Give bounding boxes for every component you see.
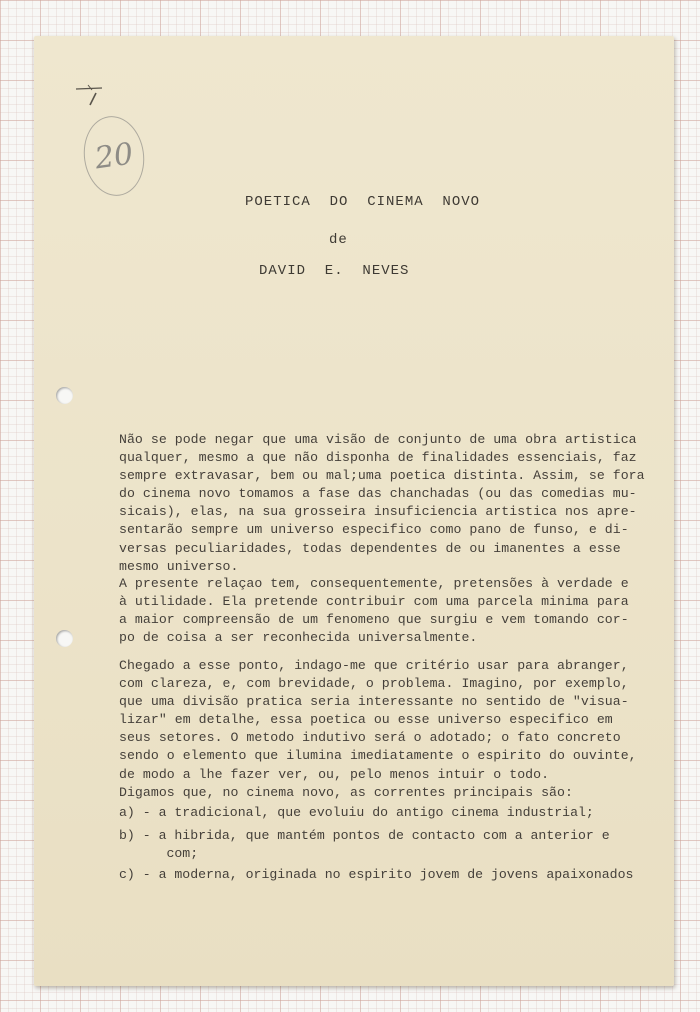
- punch-hole: [56, 630, 73, 647]
- document-title: POETICA DO CINEMA NOVO: [245, 194, 481, 210]
- document-byline-de: de: [329, 232, 348, 248]
- typewritten-page: [34, 36, 674, 986]
- punch-hole: [56, 387, 73, 404]
- document-author: DAVID E. NEVES: [259, 263, 410, 279]
- handwritten-page-number: [79, 112, 150, 200]
- paragraph-2: A presente relaçao tem, consequentemente, pretensões à verdade e à utilidade. Ela pretende contribuir com uma parcela minima para a maior compreensão de um fenomeno que surgiu e vem tomando cor- po de coisa a ser reconhecida universalmente.: [119, 576, 629, 646]
- pencil-tick-mark: [74, 81, 114, 121]
- handwritten-number-text: 20: [92, 136, 136, 176]
- list-item: a) - a tradicional, que evoluiu do antigo cinema industrial;: [119, 805, 594, 820]
- paragraph-1: Não se pode negar que uma visão de conjunto de uma obra artistica qualquer, mesmo a que não disponha de finalidades essenciais, faz sempre extravasar, bem ou mal;uma poetica distinta. Assim, se fora do cinema novo tomamos a fase das chanchadas (ou das comedias mu- sicais), elas, na sua grosseira insuficiencia artistica nos apre- sentarão sempre um universo especifico como pano de funso, e di- versas peculiaridades, todas dependentes de ou imanentes a esse mesmo universo.: [119, 432, 645, 574]
- paragraph-3: Chegado a esse ponto, indago-me que critério usar para abranger, com clareza, e, com brevidade, o problema. Imagino, por exemplo, que uma divisão pratica seria interessante no sentido de "visua- lizar" em detalhe, essa poetica ou esse universo especifico em seus setores. O metodo indutivo será o adotado; o fato concreto sendo o elemento que ilumina imediatamente o espirito do ouvinte, de modo a lhe fazer ver, ou, pelo menos intuir o todo. Digamos que, no cinema novo, as correntes principais são:: [119, 658, 637, 800]
- list-item: b) - a hibrida, que mantém pontos de contacto com a anterior e com;: [119, 828, 610, 862]
- list-item: c) - a moderna, originada no espirito jovem de jovens apaixonados: [119, 867, 634, 882]
